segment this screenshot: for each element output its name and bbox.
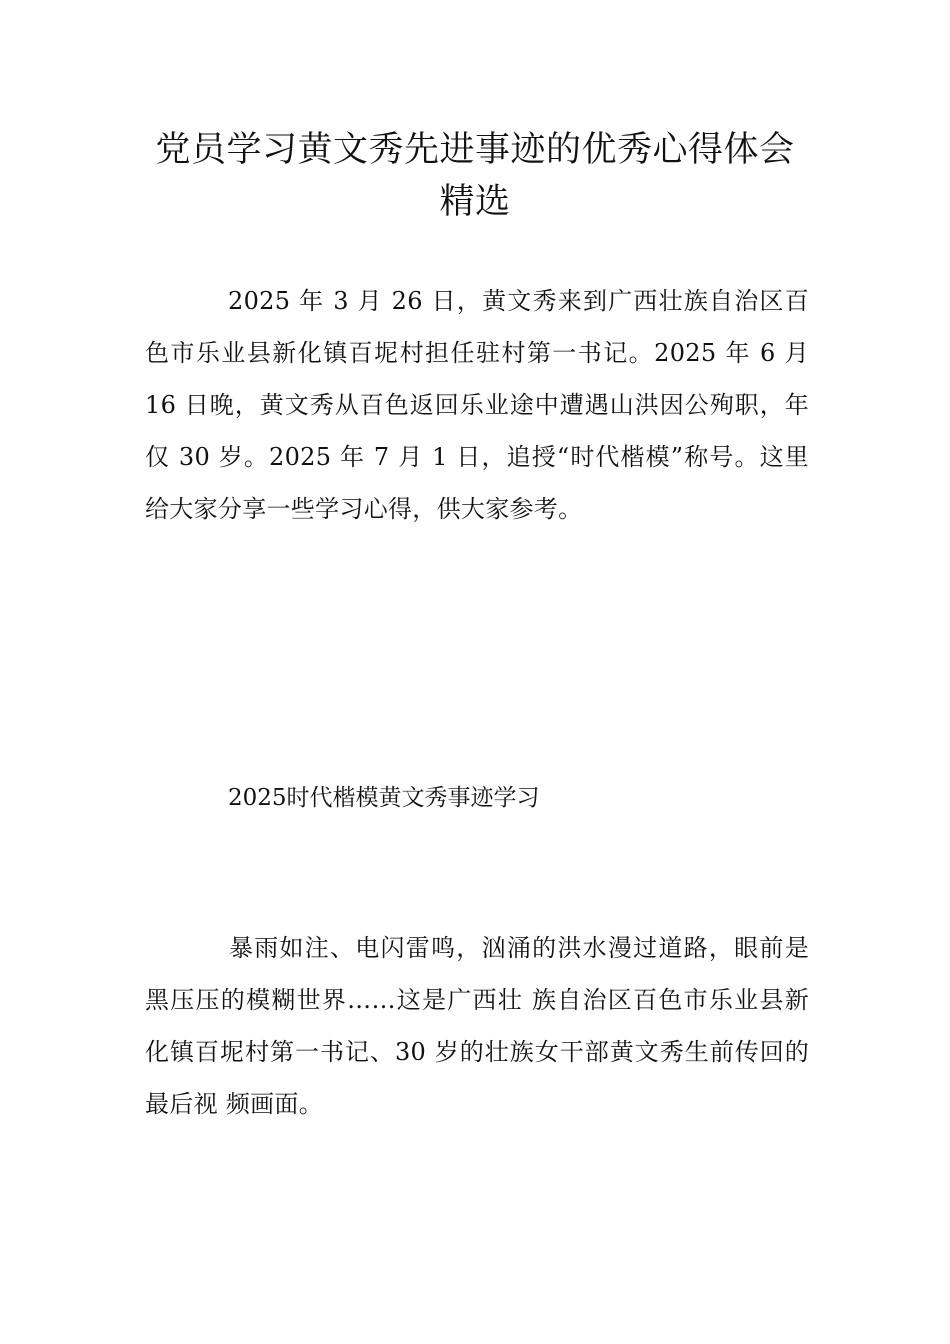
document-title-line-1: 党员学习黄文秀先进事迹的优秀心得体会 [155, 130, 795, 170]
intro-paragraph [145, 275, 809, 535]
document-title [120, 124, 830, 228]
story-paragraph-text: 暴雨如注、电闪雷鸣，汹涌的洪水漫过道路，眼前是黑压压的模糊世界……这是广西壮 族自治区百色市乐业县新化镇百坭村第一书记、30 岁的壮族女干部黄文秀生前传回的最后视 频画面。 [145, 934, 809, 1118]
intro-paragraph-text: 2025 年 3 月 26 日，黄文秀来到广西壮族自治区百色市乐业县新化镇百坭村担任驻村第一书记。2025 年 6 月 16 日晚，黄文秀从百色返回乐业途中遭遇山洪因公殉职，年仅 30 岁。2025 年 7 月 1 日，追授“时代楷模”称号。这里给大家分享一些学习心得，供大家参考。 [145, 287, 809, 523]
document-title-line-2: 精选 [439, 182, 511, 222]
story-paragraph [145, 922, 809, 1130]
section-heading: 2025时代楷模黄文秀事迹学习 [228, 785, 540, 811]
